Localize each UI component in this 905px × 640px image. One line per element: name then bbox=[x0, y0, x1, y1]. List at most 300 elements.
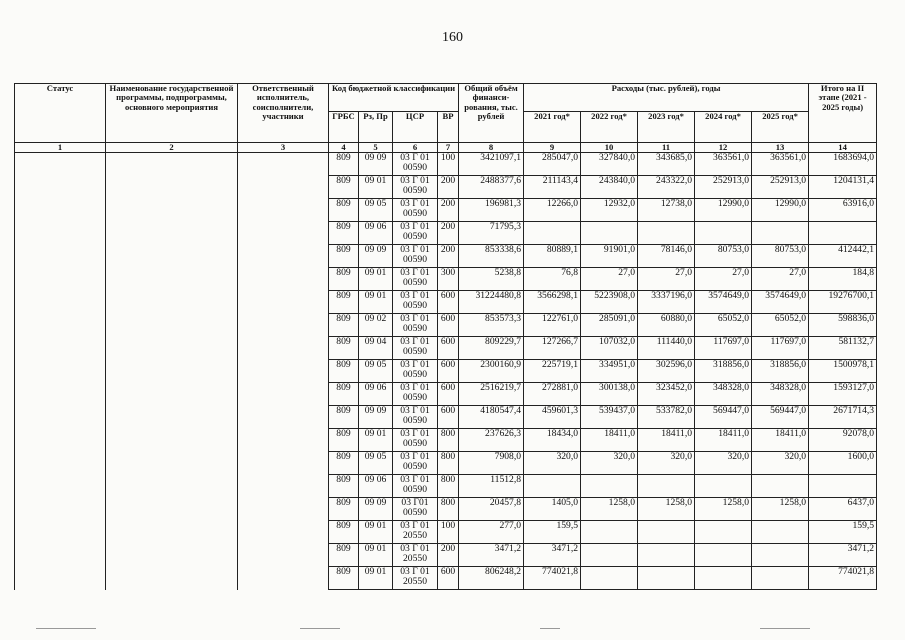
cell-csr: 03 Г 01 00590 bbox=[393, 245, 438, 268]
status-cell bbox=[15, 222, 106, 245]
cell-y2022: 5223908,0 bbox=[581, 291, 638, 314]
responsible-cell bbox=[238, 245, 329, 268]
cell-total: 277,0 bbox=[459, 521, 524, 544]
cell-vr: 200 bbox=[438, 176, 459, 199]
cell-sum: 1600,0 bbox=[809, 452, 877, 475]
column-number: 7 bbox=[438, 143, 459, 153]
responsible-cell bbox=[238, 521, 329, 544]
cell-y2024: 363561,0 bbox=[695, 153, 752, 176]
cell-rzpr: 09 05 bbox=[359, 199, 393, 222]
cell-y2025 bbox=[752, 222, 809, 245]
status-cell bbox=[15, 567, 106, 590]
name-cell bbox=[106, 291, 238, 314]
name-cell bbox=[106, 452, 238, 475]
status-cell bbox=[15, 383, 106, 406]
cell-vr: 100 bbox=[438, 153, 459, 176]
name-cell bbox=[106, 383, 238, 406]
cell-y2022: 107032,0 bbox=[581, 337, 638, 360]
cell-grbs: 809 bbox=[329, 291, 359, 314]
cell-y2023: 320,0 bbox=[638, 452, 695, 475]
cell-grbs: 809 bbox=[329, 337, 359, 360]
cell-y2024: 27,0 bbox=[695, 268, 752, 291]
cell-y2025: 117697,0 bbox=[752, 337, 809, 360]
header-csr: ЦСР bbox=[393, 112, 438, 143]
table-body bbox=[15, 153, 877, 590]
cell-y2023: 18411,0 bbox=[638, 429, 695, 452]
cell-csr: 03 Г 01 00590 bbox=[393, 429, 438, 452]
status-cell bbox=[15, 475, 106, 498]
cell-vr: 600 bbox=[438, 383, 459, 406]
cell-y2024: 252913,0 bbox=[695, 176, 752, 199]
cell-total: 4180547,4 bbox=[459, 406, 524, 429]
column-number: 2 bbox=[106, 143, 238, 153]
cell-y2022 bbox=[581, 222, 638, 245]
cell-vr: 600 bbox=[438, 337, 459, 360]
table-row bbox=[15, 406, 877, 429]
cell-y2023: 323452,0 bbox=[638, 383, 695, 406]
cell-sum bbox=[809, 475, 877, 498]
cell-y2022: 243840,0 bbox=[581, 176, 638, 199]
cell-y2023 bbox=[638, 544, 695, 567]
cell-y2025: 569447,0 bbox=[752, 406, 809, 429]
cell-y2022 bbox=[581, 475, 638, 498]
name-cell bbox=[106, 337, 238, 360]
cell-y2021: 127266,7 bbox=[524, 337, 581, 360]
table-row bbox=[15, 222, 877, 245]
cell-vr: 600 bbox=[438, 360, 459, 383]
cell-rzpr: 09 06 bbox=[359, 475, 393, 498]
cell-csr: 03 Г 01 00590 bbox=[393, 452, 438, 475]
cell-grbs: 809 bbox=[329, 567, 359, 590]
cell-y2023 bbox=[638, 222, 695, 245]
table-row bbox=[15, 268, 877, 291]
table-row bbox=[15, 475, 877, 498]
status-cell bbox=[15, 337, 106, 360]
cell-grbs: 809 bbox=[329, 429, 359, 452]
cell-y2025 bbox=[752, 544, 809, 567]
header-expenses: Расходы (тыс. рублей), годы bbox=[524, 84, 809, 112]
cell-grbs: 809 bbox=[329, 222, 359, 245]
name-cell bbox=[106, 222, 238, 245]
cell-y2024: 320,0 bbox=[695, 452, 752, 475]
status-cell bbox=[15, 406, 106, 429]
status-cell bbox=[15, 245, 106, 268]
column-number: 14 bbox=[809, 143, 877, 153]
cell-sum: 1204131,4 bbox=[809, 176, 877, 199]
cell-y2023: 111440,0 bbox=[638, 337, 695, 360]
cell-vr: 800 bbox=[438, 498, 459, 521]
name-cell bbox=[106, 498, 238, 521]
cell-y2025: 1258,0 bbox=[752, 498, 809, 521]
cell-y2022: 334951,0 bbox=[581, 360, 638, 383]
cell-vr: 200 bbox=[438, 245, 459, 268]
cell-y2023 bbox=[638, 475, 695, 498]
cell-sum: 92078,0 bbox=[809, 429, 877, 452]
cell-vr: 200 bbox=[438, 544, 459, 567]
cell-y2021: 3566298,1 bbox=[524, 291, 581, 314]
column-number: 13 bbox=[752, 143, 809, 153]
header-y2021: 2021 год* bbox=[524, 112, 581, 143]
cell-grbs: 809 bbox=[329, 268, 359, 291]
cell-csr: 03 Г 01 00590 bbox=[393, 406, 438, 429]
status-cell bbox=[15, 544, 106, 567]
cell-sum: 6437,0 bbox=[809, 498, 877, 521]
responsible-cell bbox=[238, 544, 329, 567]
table-row bbox=[15, 383, 877, 406]
cell-csr: 03 Г 01 00590 bbox=[393, 153, 438, 176]
cell-csr: 03 Г 01 00590 bbox=[393, 222, 438, 245]
cell-vr: 200 bbox=[438, 222, 459, 245]
responsible-cell bbox=[238, 176, 329, 199]
cell-csr: 03 Г 01 00590 bbox=[393, 314, 438, 337]
cell-y2023: 343685,0 bbox=[638, 153, 695, 176]
status-cell bbox=[15, 268, 106, 291]
cell-grbs: 809 bbox=[329, 544, 359, 567]
cell-sum: 412442,1 bbox=[809, 245, 877, 268]
cell-y2022 bbox=[581, 544, 638, 567]
column-number: 8 bbox=[459, 143, 524, 153]
cell-y2021 bbox=[524, 222, 581, 245]
cell-y2022: 300138,0 bbox=[581, 383, 638, 406]
cell-csr: 03 Г01 00590 bbox=[393, 498, 438, 521]
cell-grbs: 809 bbox=[329, 498, 359, 521]
header-grbs: ГРБС bbox=[329, 112, 359, 143]
cell-y2025: 65052,0 bbox=[752, 314, 809, 337]
column-number: 3 bbox=[238, 143, 329, 153]
cell-total: 11512,8 bbox=[459, 475, 524, 498]
column-number: 5 bbox=[359, 143, 393, 153]
cell-total: 809229,7 bbox=[459, 337, 524, 360]
table-row bbox=[15, 199, 877, 222]
responsible-cell bbox=[238, 567, 329, 590]
column-number: 6 bbox=[393, 143, 438, 153]
header-rzpr: Рз, Пр bbox=[359, 112, 393, 143]
name-cell bbox=[106, 429, 238, 452]
cell-vr: 100 bbox=[438, 521, 459, 544]
cell-grbs: 809 bbox=[329, 199, 359, 222]
status-cell bbox=[15, 314, 106, 337]
cell-rzpr: 09 09 bbox=[359, 498, 393, 521]
status-cell bbox=[15, 429, 106, 452]
table-row bbox=[15, 360, 877, 383]
cell-y2021: 3471,2 bbox=[524, 544, 581, 567]
cell-y2024: 348328,0 bbox=[695, 383, 752, 406]
status-cell bbox=[15, 199, 106, 222]
header-y2024: 2024 год* bbox=[695, 112, 752, 143]
cell-vr: 300 bbox=[438, 268, 459, 291]
cell-y2025: 252913,0 bbox=[752, 176, 809, 199]
cell-y2021: 774021,8 bbox=[524, 567, 581, 590]
cell-y2024: 3574649,0 bbox=[695, 291, 752, 314]
table-row bbox=[15, 153, 877, 176]
header-y2023: 2023 год* bbox=[638, 112, 695, 143]
cell-grbs: 809 bbox=[329, 360, 359, 383]
cell-y2025: 363561,0 bbox=[752, 153, 809, 176]
cell-y2022: 327840,0 bbox=[581, 153, 638, 176]
cell-y2024: 80753,0 bbox=[695, 245, 752, 268]
cell-y2022: 1258,0 bbox=[581, 498, 638, 521]
cell-y2024: 569447,0 bbox=[695, 406, 752, 429]
cell-y2023: 60880,0 bbox=[638, 314, 695, 337]
cell-rzpr: 09 09 bbox=[359, 245, 393, 268]
cell-y2021: 1405,0 bbox=[524, 498, 581, 521]
cell-y2023: 3337196,0 bbox=[638, 291, 695, 314]
cell-total: 20457,8 bbox=[459, 498, 524, 521]
cell-sum bbox=[809, 222, 877, 245]
status-cell bbox=[15, 176, 106, 199]
cell-grbs: 809 bbox=[329, 406, 359, 429]
table-row bbox=[15, 291, 877, 314]
status-cell bbox=[15, 291, 106, 314]
cell-csr: 03 Г 01 00590 bbox=[393, 383, 438, 406]
cell-rzpr: 09 09 bbox=[359, 153, 393, 176]
cell-y2025: 12990,0 bbox=[752, 199, 809, 222]
responsible-cell bbox=[238, 452, 329, 475]
cell-rzpr: 09 01 bbox=[359, 291, 393, 314]
responsible-cell bbox=[238, 314, 329, 337]
cell-y2021: 12266,0 bbox=[524, 199, 581, 222]
table-row bbox=[15, 176, 877, 199]
cell-rzpr: 09 01 bbox=[359, 544, 393, 567]
cell-y2022: 539437,0 bbox=[581, 406, 638, 429]
cell-y2023: 78146,0 bbox=[638, 245, 695, 268]
cell-y2025 bbox=[752, 567, 809, 590]
header-y2025: 2025 год* bbox=[752, 112, 809, 143]
cell-y2025 bbox=[752, 521, 809, 544]
cell-rzpr: 09 01 bbox=[359, 268, 393, 291]
cell-total: 5238,8 bbox=[459, 268, 524, 291]
responsible-cell bbox=[238, 406, 329, 429]
cell-grbs: 809 bbox=[329, 176, 359, 199]
cell-y2023: 1258,0 bbox=[638, 498, 695, 521]
responsible-cell bbox=[238, 360, 329, 383]
cell-y2023 bbox=[638, 521, 695, 544]
page-bottom-edge bbox=[0, 628, 905, 634]
cell-y2022: 285091,0 bbox=[581, 314, 638, 337]
cell-y2021: 225719,1 bbox=[524, 360, 581, 383]
cell-y2022: 27,0 bbox=[581, 268, 638, 291]
cell-grbs: 809 bbox=[329, 452, 359, 475]
cell-y2024 bbox=[695, 475, 752, 498]
table-row bbox=[15, 245, 877, 268]
cell-y2024: 12990,0 bbox=[695, 199, 752, 222]
cell-total: 7908,0 bbox=[459, 452, 524, 475]
cell-total: 71795,3 bbox=[459, 222, 524, 245]
name-cell bbox=[106, 544, 238, 567]
name-cell bbox=[106, 153, 238, 176]
header-status: Статус bbox=[15, 84, 106, 143]
cell-vr: 800 bbox=[438, 452, 459, 475]
cell-sum: 581132,7 bbox=[809, 337, 877, 360]
cell-vr: 200 bbox=[438, 199, 459, 222]
cell-y2022 bbox=[581, 521, 638, 544]
responsible-cell bbox=[238, 222, 329, 245]
responsible-cell bbox=[238, 268, 329, 291]
cell-grbs: 809 bbox=[329, 521, 359, 544]
cell-y2021 bbox=[524, 475, 581, 498]
cell-y2021: 211143,4 bbox=[524, 176, 581, 199]
budget-table bbox=[14, 83, 877, 590]
column-number: 4 bbox=[329, 143, 359, 153]
header-stage-total: Итого на II этапе (2021 - 2025 годы) bbox=[809, 84, 877, 143]
cell-rzpr: 09 06 bbox=[359, 222, 393, 245]
cell-rzpr: 09 09 bbox=[359, 406, 393, 429]
cell-rzpr: 09 04 bbox=[359, 337, 393, 360]
responsible-cell bbox=[238, 498, 329, 521]
status-cell bbox=[15, 521, 106, 544]
cell-y2021: 80889,1 bbox=[524, 245, 581, 268]
cell-rzpr: 09 06 bbox=[359, 383, 393, 406]
table-row bbox=[15, 498, 877, 521]
cell-y2023: 243322,0 bbox=[638, 176, 695, 199]
cell-csr: 03 Г 01 20550 bbox=[393, 567, 438, 590]
name-cell bbox=[106, 245, 238, 268]
cell-rzpr: 09 01 bbox=[359, 176, 393, 199]
cell-y2021: 122761,0 bbox=[524, 314, 581, 337]
cell-total: 806248,2 bbox=[459, 567, 524, 590]
cell-y2024 bbox=[695, 567, 752, 590]
cell-y2021: 18434,0 bbox=[524, 429, 581, 452]
column-number: 9 bbox=[524, 143, 581, 153]
cell-sum: 774021,8 bbox=[809, 567, 877, 590]
cell-rzpr: 09 01 bbox=[359, 521, 393, 544]
cell-y2025: 318856,0 bbox=[752, 360, 809, 383]
cell-y2025: 80753,0 bbox=[752, 245, 809, 268]
column-number-row bbox=[15, 143, 877, 153]
table-row bbox=[15, 452, 877, 475]
cell-y2024: 117697,0 bbox=[695, 337, 752, 360]
cell-y2022: 91901,0 bbox=[581, 245, 638, 268]
cell-total: 3471,2 bbox=[459, 544, 524, 567]
cell-y2021: 285047,0 bbox=[524, 153, 581, 176]
cell-y2024: 65052,0 bbox=[695, 314, 752, 337]
cell-rzpr: 09 05 bbox=[359, 360, 393, 383]
cell-grbs: 809 bbox=[329, 314, 359, 337]
cell-rzpr: 09 01 bbox=[359, 567, 393, 590]
cell-grbs: 809 bbox=[329, 383, 359, 406]
cell-grbs: 809 bbox=[329, 153, 359, 176]
name-cell bbox=[106, 567, 238, 590]
cell-sum: 3471,2 bbox=[809, 544, 877, 567]
cell-csr: 03 Г 01 00590 bbox=[393, 360, 438, 383]
cell-y2022: 320,0 bbox=[581, 452, 638, 475]
cell-total: 2488377,6 bbox=[459, 176, 524, 199]
table-row bbox=[15, 567, 877, 590]
cell-y2024: 318856,0 bbox=[695, 360, 752, 383]
column-number: 10 bbox=[581, 143, 638, 153]
responsible-cell bbox=[238, 337, 329, 360]
header-vr: ВР bbox=[438, 112, 459, 143]
cell-sum: 1500978,1 bbox=[809, 360, 877, 383]
cell-vr: 800 bbox=[438, 475, 459, 498]
cell-y2025 bbox=[752, 475, 809, 498]
cell-csr: 03 Г 01 00590 bbox=[393, 176, 438, 199]
cell-y2023 bbox=[638, 567, 695, 590]
header-name: Наименование государственной программы, подпрограммы, основного мероприятия bbox=[106, 84, 238, 143]
responsible-cell bbox=[238, 475, 329, 498]
name-cell bbox=[106, 199, 238, 222]
cell-vr: 600 bbox=[438, 567, 459, 590]
cell-grbs: 809 bbox=[329, 475, 359, 498]
cell-sum: 159,5 bbox=[809, 521, 877, 544]
cell-csr: 03 Г 01 00590 bbox=[393, 291, 438, 314]
name-cell bbox=[106, 521, 238, 544]
cell-y2025: 27,0 bbox=[752, 268, 809, 291]
cell-vr: 600 bbox=[438, 291, 459, 314]
table-row bbox=[15, 544, 877, 567]
responsible-cell bbox=[238, 429, 329, 452]
name-cell bbox=[106, 406, 238, 429]
cell-sum: 2671714,3 bbox=[809, 406, 877, 429]
status-cell bbox=[15, 498, 106, 521]
cell-y2023: 302596,0 bbox=[638, 360, 695, 383]
status-cell bbox=[15, 360, 106, 383]
cell-y2024 bbox=[695, 544, 752, 567]
responsible-cell bbox=[238, 291, 329, 314]
table-row bbox=[15, 314, 877, 337]
cell-total: 2516219,7 bbox=[459, 383, 524, 406]
column-number: 12 bbox=[695, 143, 752, 153]
table-row bbox=[15, 521, 877, 544]
cell-csr: 03 Г 01 00590 bbox=[393, 268, 438, 291]
cell-y2021: 459601,3 bbox=[524, 406, 581, 429]
header-responsible: Ответственный исполнитель, соисполнители, участники bbox=[238, 84, 329, 143]
name-cell bbox=[106, 475, 238, 498]
cell-sum: 598836,0 bbox=[809, 314, 877, 337]
status-cell bbox=[15, 153, 106, 176]
cell-grbs: 809 bbox=[329, 245, 359, 268]
cell-total: 853573,3 bbox=[459, 314, 524, 337]
cell-y2025: 348328,0 bbox=[752, 383, 809, 406]
cell-total: 853338,6 bbox=[459, 245, 524, 268]
cell-sum: 63916,0 bbox=[809, 199, 877, 222]
table-row bbox=[15, 337, 877, 360]
responsible-cell bbox=[238, 199, 329, 222]
cell-y2024 bbox=[695, 222, 752, 245]
cell-y2021: 159,5 bbox=[524, 521, 581, 544]
header-total-volume: Общий объём финанси-рования, тыс. рублей bbox=[459, 84, 524, 143]
cell-y2022 bbox=[581, 567, 638, 590]
responsible-cell bbox=[238, 153, 329, 176]
cell-rzpr: 09 02 bbox=[359, 314, 393, 337]
cell-total: 2300160,9 bbox=[459, 360, 524, 383]
cell-y2025: 3574649,0 bbox=[752, 291, 809, 314]
cell-y2021: 320,0 bbox=[524, 452, 581, 475]
name-cell bbox=[106, 268, 238, 291]
cell-y2024 bbox=[695, 521, 752, 544]
cell-total: 196981,3 bbox=[459, 199, 524, 222]
header-budget-code: Код бюджетной классификации bbox=[329, 84, 459, 112]
cell-y2021: 272881,0 bbox=[524, 383, 581, 406]
column-number: 11 bbox=[638, 143, 695, 153]
name-cell bbox=[106, 314, 238, 337]
cell-vr: 600 bbox=[438, 314, 459, 337]
cell-sum: 19276700,1 bbox=[809, 291, 877, 314]
cell-y2025: 320,0 bbox=[752, 452, 809, 475]
cell-sum: 1683694,0 bbox=[809, 153, 877, 176]
cell-rzpr: 09 01 bbox=[359, 429, 393, 452]
cell-y2024: 1258,0 bbox=[695, 498, 752, 521]
table-row bbox=[15, 429, 877, 452]
cell-y2023: 533782,0 bbox=[638, 406, 695, 429]
responsible-cell bbox=[238, 383, 329, 406]
cell-total: 3421097,1 bbox=[459, 153, 524, 176]
cell-rzpr: 09 05 bbox=[359, 452, 393, 475]
header-y2022: 2022 год* bbox=[581, 112, 638, 143]
cell-y2025: 18411,0 bbox=[752, 429, 809, 452]
cell-y2022: 18411,0 bbox=[581, 429, 638, 452]
cell-vr: 600 bbox=[438, 406, 459, 429]
